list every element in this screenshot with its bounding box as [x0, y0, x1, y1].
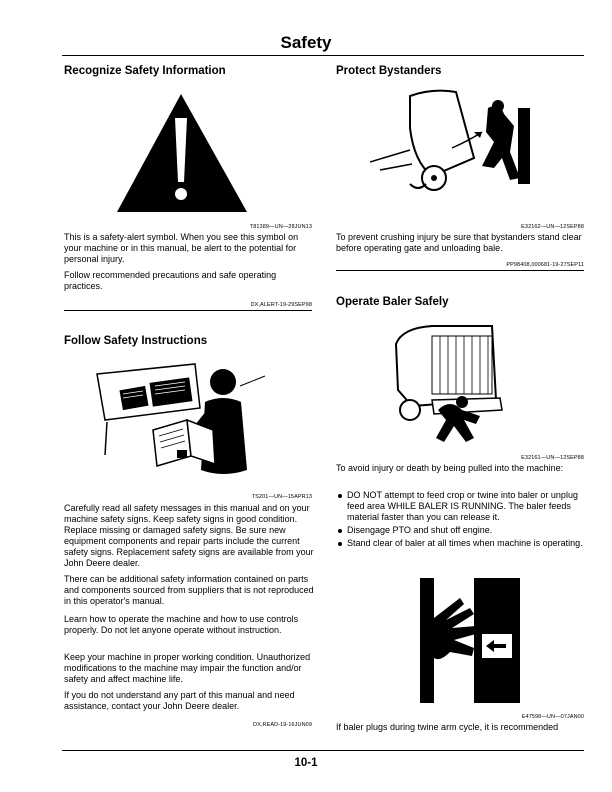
heading-operate-baler: Operate Baler Safely	[336, 296, 449, 308]
wall	[518, 108, 530, 184]
figure-ref-bystanders: E32162—UN—12SEP88	[521, 224, 584, 230]
section-rule-bystanders	[336, 270, 584, 271]
baler-wheel	[400, 400, 420, 420]
figure-ref-hand: E47598—UN—07JAN00	[521, 714, 584, 720]
alert-exclamation-dot	[175, 188, 187, 200]
figure-ref-operate: E32161—UN—12SEP88	[521, 455, 584, 461]
doc-ref-bystanders: PP98408,000681-19-27SEP11	[506, 262, 584, 268]
page-number: 10-1	[294, 757, 318, 769]
list-item: Disengage PTO and shut off engine.	[336, 525, 586, 536]
section-rule-alert	[64, 310, 312, 311]
hand-entanglement-illustration	[420, 578, 520, 703]
page-title: Safety	[280, 33, 332, 52]
baler-panel	[432, 336, 492, 394]
paragraph-instructions-1: Carefully read all safety messages in this manual and on your machine safety signs. Keep safety signs in good condition. Replace missing or damaged safety signs. Be sure new equipment components and repair parts include the current safety signs. Replacement safety signs are available from your John Deere dealer.	[64, 503, 314, 568]
list-item: Stand clear of baler at all times when machine is operating.	[336, 538, 586, 549]
bystander-figure	[482, 106, 520, 180]
paragraph-alert-1: This is a safety-alert symbol. When you see this symbol on your machine or in this manual, be alert to the potential for personal injury.	[64, 232, 299, 264]
heading-protect-bystanders: Protect Bystanders	[336, 65, 442, 77]
reading-manual-illustration	[95, 360, 275, 495]
doc-ref-instructions: DX,READ-19-16JUN09	[253, 722, 312, 728]
paragraph-instructions-2: There can be additional safety information contained on parts and components sourced from suppliers that is not reproduced in this operator's manual.	[64, 574, 314, 606]
paragraph-instructions-5: If you do not understand any part of this manual and need assistance, contact your John Deere dealer.	[64, 690, 295, 711]
figure-ref-alert: T81389—UN—28JUN13	[249, 224, 312, 230]
paragraph-instructions-3: Learn how to operate the machine and how to use controls properly. Do not let anyone operate without instruction.	[64, 614, 299, 635]
safety-alert-symbol	[115, 90, 265, 220]
title-rule	[62, 55, 584, 56]
feed-block-left	[420, 578, 434, 703]
bale-gate-illustration	[370, 88, 535, 198]
heading-follow-instructions: Follow Safety Instructions	[64, 335, 208, 347]
person-head	[210, 369, 236, 395]
paragraph-bystanders: To prevent crushing injury be sure that bystanders stand clear before operating gate and unloading bale.	[336, 232, 582, 253]
paragraph-operate-intro: To avoid injury or death by being pulled into the machine:	[336, 463, 564, 473]
footer-rule	[62, 750, 584, 751]
hand-icon	[434, 598, 476, 659]
paragraph-alert-2: Follow recommended precautions and safe operating practices.	[64, 270, 277, 291]
baler-hazard-illustration	[392, 320, 522, 452]
figure-ref-instructions: TS201—UN—15APR13	[251, 494, 312, 500]
baler-gate	[410, 91, 474, 176]
heading-recognize-safety: Recognize Safety Information	[64, 65, 226, 77]
list-item: DO NOT attempt to feed crop or twine into baler or unplug feed area WHILE BALER IS RUNNING. The baler feeds material faster than you can release it.	[336, 490, 586, 523]
operate-safety-list	[336, 490, 586, 551]
open-book	[153, 420, 191, 466]
doc-ref-alert: DX,ALERT-19-29SEP98	[250, 302, 312, 308]
paragraph-plug-continuation: If baler plugs during twine arm cycle, it is recommended	[336, 722, 559, 732]
paragraph-instructions-4: Keep your machine in proper working condition. Unauthorized modifications to the machine may impair the function and/or safety and affect machine life.	[64, 652, 311, 684]
